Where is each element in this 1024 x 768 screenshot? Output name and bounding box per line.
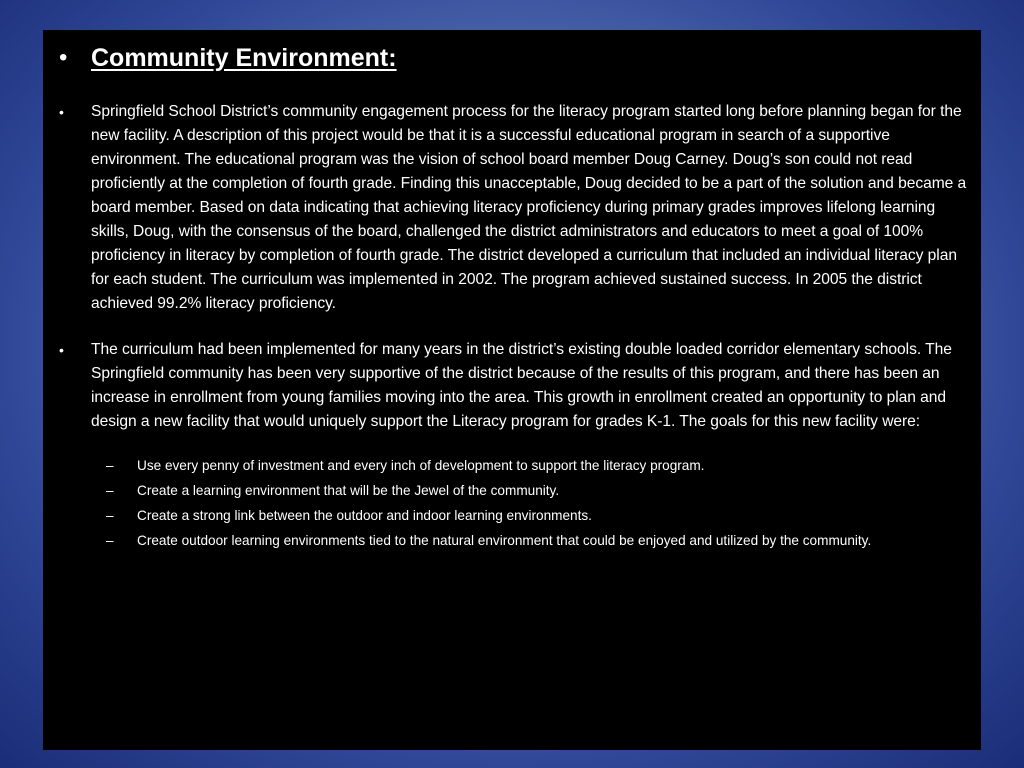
dash-bullet-icon: – <box>106 533 114 548</box>
dash-bullet-icon: – <box>106 458 114 473</box>
bullet-icon: • <box>59 104 64 120</box>
goal-text: Use every penny of investment and every inch of development to support the literacy program. <box>137 458 705 473</box>
goal-item <box>53 456 967 475</box>
paragraph-text: The curriculum had been implemented for many years in the district’s existing double loaded corridor elementary schools. The Springfield community has been very supportive of the district because of the results of this program, and there has been an increase in enrollment from young families moving into the area. This growth in enrollment created an opportunity to plan and design a new facility that would uniquely support the Literacy program for grades K-1. The goals for this new facility were: <box>91 341 952 430</box>
goal-text: Create a learning environment that will be the Jewel of the community. <box>137 483 560 498</box>
goal-item <box>53 531 967 550</box>
slide-content-panel <box>43 30 981 750</box>
goal-item <box>53 481 967 500</box>
facility-goals-list <box>53 456 967 550</box>
goal-item <box>53 506 967 525</box>
paragraph-engagement-process <box>53 100 967 316</box>
bullet-icon: • <box>59 44 68 71</box>
goal-text: Create outdoor learning environments tied to the natural environment that could be enjoyed and utilized by the community. <box>137 533 872 548</box>
paragraph-curriculum-growth <box>53 338 967 434</box>
dash-bullet-icon: – <box>106 508 114 523</box>
slide-heading: Community Environment: <box>91 44 397 72</box>
heading-bullet-row <box>53 42 967 74</box>
goal-text: Create a strong link between the outdoor and indoor learning environments. <box>137 508 592 523</box>
paragraph-text: Springfield School District’s community engagement process for the literacy program started long before planning began for the new facility. A description of this project would be that it is a successful educational program in search of a supportive environment. The educational program was the vision of school board member Doug Carney. Doug’s son could not read proficiently at the completion of fourth grade. Finding this unacceptable, Doug decided to be a part of the solution and became a board member. Based on data indicating that achieving literacy proficiency during primary grades improves lifelong learning skills, Doug, with the consensus of the board, challenged the district administrators and educators to meet a goal of 100% proficiency in literacy by completion of fourth grade. The district developed a curriculum that included an individual literacy plan for each student. The curriculum was implemented in 2002. The program achieved sustained success. In 2005 the district achieved 99.2% literacy proficiency. <box>91 103 967 312</box>
dash-bullet-icon: – <box>106 483 114 498</box>
bullet-icon: • <box>59 342 64 358</box>
